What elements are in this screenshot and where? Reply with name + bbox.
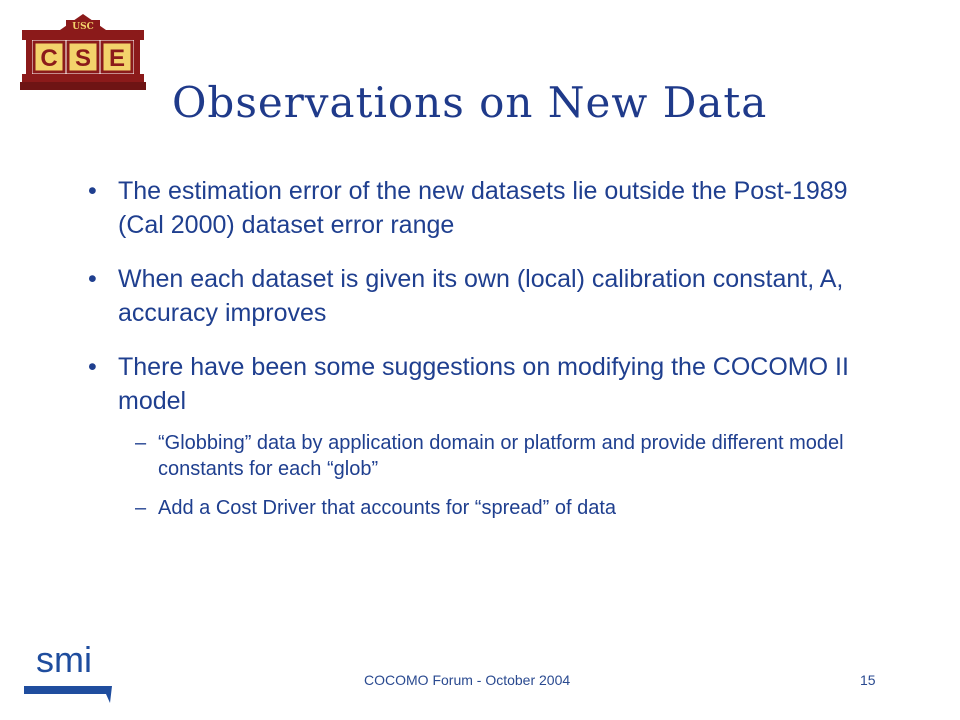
sub-bullet-text: “Globbing” data by application domain or platform and provide different model constants for each “glob”	[158, 432, 844, 480]
usc-cse-logo-graphic	[20, 12, 146, 92]
page-number: 15	[860, 672, 876, 688]
bullet-dot: •	[88, 177, 97, 205]
usc-cse-logo	[20, 12, 146, 92]
sub-bullet-item	[88, 495, 888, 521]
bullet-text: When each dataset is given its own (local) calibration constant, A, accuracy improves	[118, 265, 844, 327]
smi-underline-graphic	[22, 645, 118, 705]
bullet-dot: •	[88, 265, 97, 293]
logo-letter-c: C	[40, 45, 58, 72]
logo-letter-e: E	[108, 45, 126, 72]
bullet-dot: •	[88, 353, 97, 381]
bullet-item	[88, 350, 888, 418]
smi-logo-text: smi	[36, 639, 92, 680]
bullet-item	[88, 174, 888, 242]
smi-logo	[22, 639, 118, 705]
logo-letter-s: S	[74, 45, 92, 72]
logo-usc-text: USC	[72, 22, 94, 32]
bullet-list	[88, 174, 888, 534]
sub-bullet-text: Add a Cost Driver that accounts for “spread” of data	[158, 497, 616, 519]
sub-bullet-item	[88, 430, 888, 482]
bullet-item	[88, 262, 888, 330]
bullet-text: The estimation error of the new datasets lie outside the Post-1989 (Cal 2000) dataset error range	[118, 177, 848, 239]
sub-bullet-dash: –	[135, 497, 147, 519]
sub-bullet-dash: –	[135, 432, 147, 454]
footer-text: COCOMO Forum - October 2004	[364, 672, 571, 688]
slide-title: Observations on New Data	[172, 78, 768, 127]
bullet-text: There have been some suggestions on modifying the COCOMO II model	[118, 353, 849, 415]
